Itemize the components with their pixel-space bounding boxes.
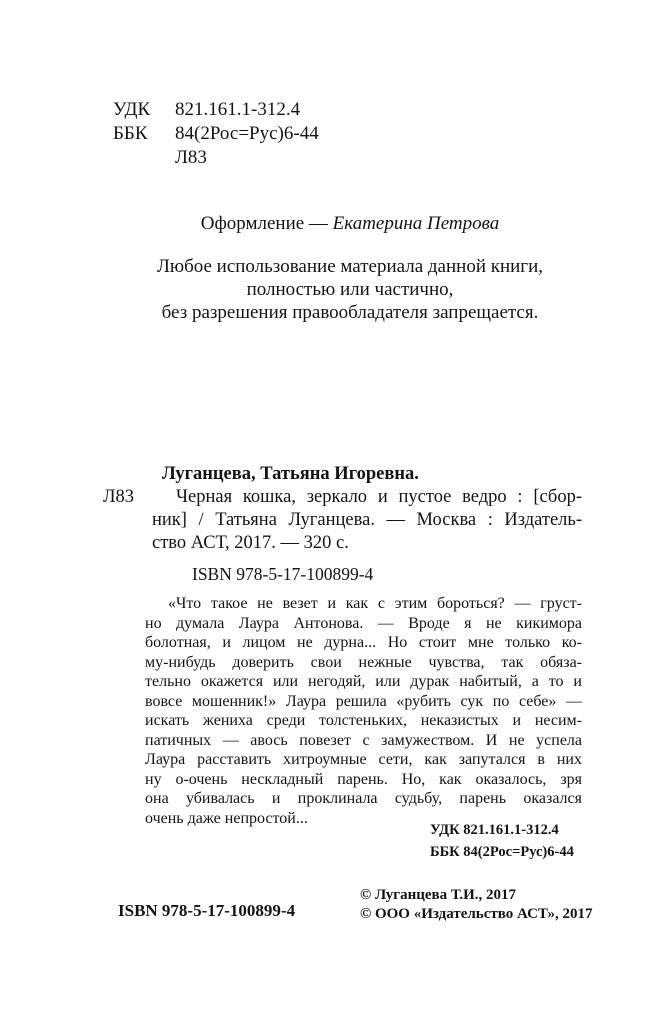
catalog-description-line: ник] / Татьяна Луганцева. — Москва : Издатель- (152, 510, 582, 530)
annotation-line: вовсе мошенник!» Лаура решила «рубить сук по себе» — (145, 692, 582, 710)
annotation-paragraph (145, 594, 582, 828)
author-sign-row (113, 146, 319, 170)
copyright-line: © Луганцева Т.И., 2017 (360, 887, 517, 903)
design-credit-prefix: Оформление — (200, 213, 333, 234)
isbn-bottom: ISBN 978-5-17-100899-4 (118, 901, 296, 920)
usage-notice-line: без разрешения правообладателя запрещается. (161, 302, 539, 323)
copyright-line: © ООО «Издательство АСТ», 2017 (360, 906, 593, 922)
catalog-author-heading: Луганцева, Татьяна Игоревна. (162, 464, 419, 484)
udk-value: 821.161.1-312.4 (175, 99, 301, 120)
author-sign-label: Л83 (103, 487, 135, 507)
bbk-label: ББК (113, 123, 148, 144)
annotation-line: но думала Лаура Антонова. — Вроде я не кикимора (145, 614, 582, 632)
usage-notice-line: Любое использование материала данной книги, (156, 256, 544, 277)
bbk-row (113, 122, 319, 146)
catalog-description-line: Черная кошка, зеркало и пустое ведро : [сбор- (176, 487, 582, 507)
annotation-line: тельно окажется или негодяй, или дурак набитый, а то и (145, 673, 582, 690)
annotation-line: искать жениха среди толстеньких, неказистых и несим- (145, 712, 582, 729)
udk-row (113, 98, 319, 122)
catalog-description-line: ство АСТ, 2017. — 320 с. (152, 533, 349, 553)
bottom-code-line: УДК 821.161.1-312.4 (430, 822, 559, 838)
usage-notice-line: полностью или частично, (246, 279, 454, 300)
annotation-line: ну о-очень нескладный парень. Но, как оказалось, зря (145, 770, 582, 788)
catalog-description (152, 486, 582, 555)
bottom-code-line: ББК 84(2Рос=Рус)6-44 (430, 844, 574, 860)
annotation-line: Лаура расставить хитроумные сети, как запутался в них (145, 751, 582, 768)
bbk-value: 84(2Рос=Рус)6-44 (175, 123, 319, 144)
udk-label: УДК (113, 99, 151, 120)
bottom-classification-codes (430, 819, 574, 863)
annotation-line: очень даже непростой... (145, 809, 308, 827)
isbn-primary: ISBN 978-5-17-100899-4 (192, 564, 374, 584)
annotation-line: му-нибудь доверить свои нежные чувства, так обяза- (145, 653, 582, 671)
design-credit (118, 213, 582, 235)
annotation-line: болотная, и лицом не дурна... Но стоит мне только ко- (145, 634, 582, 651)
annotation-line: «Что такое не везет и как с этим бороться? — груст- (168, 595, 582, 612)
designer-name: Екатерина Петрова (332, 213, 500, 234)
copyright-notices (360, 886, 593, 924)
catalog-entry (103, 463, 582, 555)
top-classification-codes (113, 98, 319, 170)
usage-notice (118, 255, 582, 324)
catalog-entry-body (103, 486, 582, 555)
author-sign-value: Л83 (175, 147, 207, 168)
annotation-line: она убивалась и проклинала судьбу, парень оказался (145, 790, 582, 807)
annotation-line: патичных — авось повезет с замужеством. И не успела (145, 731, 582, 749)
